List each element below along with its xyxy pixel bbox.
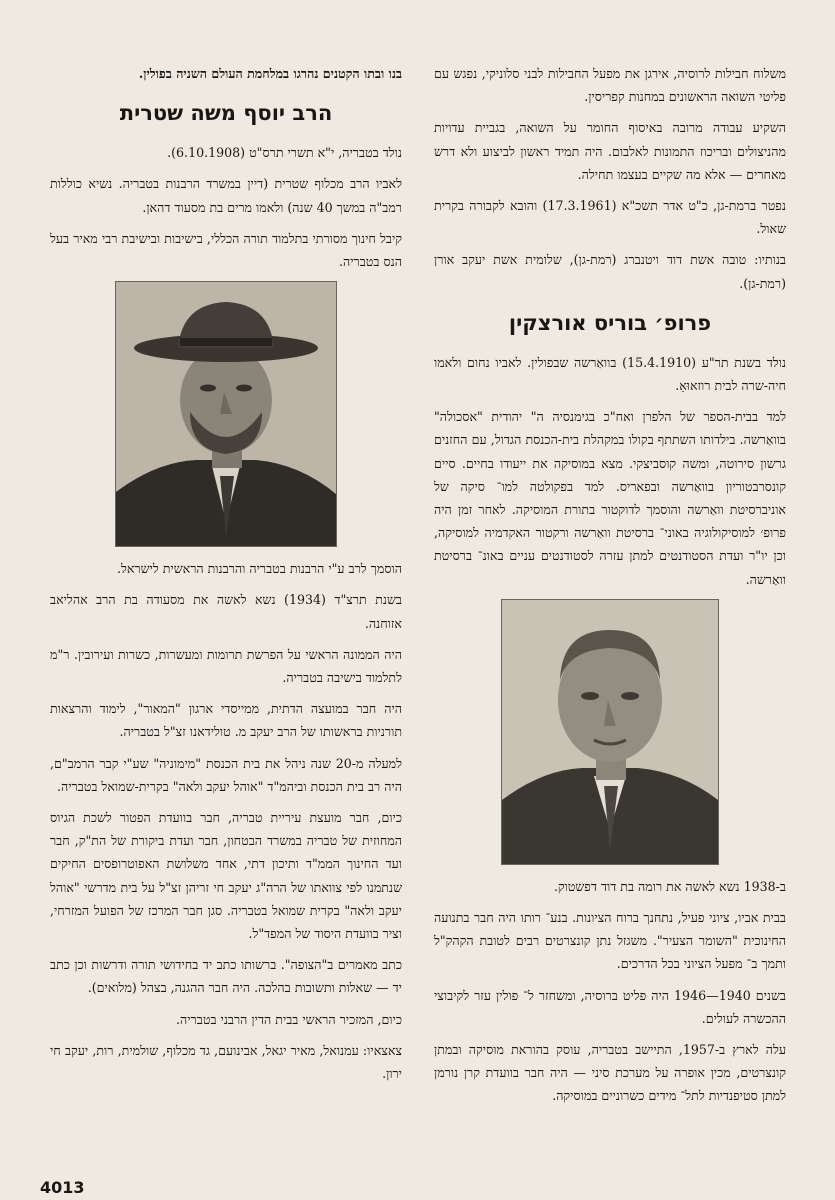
text-paragraph: היה חבר במועצה הדתית, ממייסדי ארגון "המאור", לימוד והרצאות תורניות בראשותו של הרב יעקב מ. טולידאנו זצ"ל בטבריה. (50, 701, 402, 740)
portrait-photo-boris-orzkin (501, 599, 719, 865)
portrait-image (116, 282, 336, 546)
text-paragraph: בנותיו: טובה אשת דוד ויטנברג (רמת-גן), שלומית אשת יעקב אורן (רמת-גן). (434, 252, 786, 291)
portrait-photo-yosef-moshe-shitrit (115, 281, 337, 547)
left-column (50, 62, 402, 1093)
text-paragraph: בבית אביו, ציוני פעיל, נתחנך ברוח הציונות. בנע־ רותו היה חבר בתנועה החינוכית "השומר הצעיר". משגזל נתן קונצרטים רבים לטובת הקהק"ל ותמך ב־ מפעל הציוני בכל הדרכים. (434, 910, 786, 972)
text-paragraph: כיום, חבר מועצת עיריית טבריה, חבר בוועדת הפטור לשכת הגיוס המחוזית של טבריה במשרד הבטחון, חבר ועדת ביקורת של הת"ק, חבר ועד החינוך הממ"ד ותיכון דתי, אחד משלושת האפוטרופסים החיקים שנתמנו לפי צוואתו של הרה"ג יעקב חי זריהן זצ"ל על בית מדרשי "אוהל יעקב ולאה" בקרית שמואל בטבריה. סגן חבר המרכז של הפועל המזרחי, וציר בוועדת היסוד של המפד"ל. (50, 810, 402, 942)
text-paragraph: הוסמך לרב ע"י הרבנות בטבריה והרבנות הראשית לישראל. (116, 561, 402, 577)
text-paragraph: כיום, המזכיר הראשי בבית הדין הרבני בטבריה. (176, 1011, 402, 1027)
text-paragraph: לאביו הרב מכלוף שטרית (דיין במשרד הרבנות בטבריה. נשיא כוללות רמב"ה במשך 40 שנה) ולאמו מרים בת מסעוד דהאן. (50, 176, 402, 215)
text-paragraph: בנו ובתו הקטנים נהרגו במלחמת העולם השניה בפולין. (138, 66, 402, 81)
text-paragraph: למעלה מ-20 שנה ניהל את בית הכנסת "מימוניה" שע"י קבר הרמב"ם, היה רב בית הכנסת וביהמ"ד "אוהל יעקב ולאה" בקרית-שמואל בטבריה. (50, 755, 402, 794)
section-heading-yosef-moshe-shitrit: הרב יוסף משה שטרית (119, 101, 333, 126)
text-paragraph: למד בבית-הספר של הלפרן ואח"כ בגימנסיה ה" יהודית "אסכולה" בוואַרשה. בילדותו השתתף בקולו במקהלת בית-הכנסת הגדול, עם החזנים גרשון סירוטה, ומשה קוסביצקי. מצא במוסיקה את ייעודו בחיים. סיים קונסרבטוריון בוואַרשה ובפאריס. למד בפקולטה למו־ סיקה של אוניברסיטת וואַרשה והוסמך לדוקטור בתורת המוסיקה. לאחר זמן היה פרופ׳ למוסיקולוגיה באוני־ ברסיטת וואַרשה ורקטור האקדמיה למוסיקה, וכן יו"ר ועדת הסטודנטים למתן עזרה לסטודנטים עניים באונ־ ברסיטת וואַרשה. (434, 409, 786, 587)
right-column (434, 62, 786, 1116)
portrait-image (502, 600, 718, 864)
text-paragraph: עלה לארץ ב-1957, התיישב בטבריה, עוסק בהוראת מוסיקה ובמתן קונצרטים, מכין אופרה על מערכת סיני — היה חבר בוועדת קרן נורמן למתן סטיפנדיות לתל־ מידים כשרוניים במוסיקה. (434, 1042, 786, 1104)
text-paragraph: משלוח חבילות לרוסיה, אירגן את מפעל החבילות לבני סלוניקי, נפגש עם פליטי השואה הראשונים במחנות קפריסין. (434, 66, 786, 105)
section-heading-boris-orzkin: פרופ׳ בוריס אורצקין (508, 310, 712, 335)
text-paragraph: ב-1938 נשא לאשה את רומה בת דוד דפשטוק. (553, 878, 786, 894)
text-paragraph: נפטר ברמת-גן, כ"ט אדר תשכ"א (17.3.1961) והובא לקבורה בקרית שאול. (434, 198, 786, 237)
text-paragraph: בשנת תרצ"ד (1934) נשא לאשה את מסעודה בת הרב אהליאב אזוחנה. (50, 592, 402, 631)
text-paragraph: קיבל חינוך מסורתי בתלמוד תורה הכללי, בישיבות ובישיבת רבי מאיר בעל הנס בטבריה. (50, 230, 402, 270)
text-paragraph: היה הממונה הראשי על הפרשת תרומות ומעשרות, כשרות ועירובין. ר"מ לתלמוד בישיבה בטבריה. (50, 646, 402, 686)
text-paragraph: כתב מאמרים ב"הצופה". ברשותו כתב יד בחידושי תורה ודרשות וכן כתב יד — שאלות ותשובות בהלכה. היה חבר ההגנה, בצהל (מלואים). (50, 957, 402, 996)
text-paragraph: בשנים 1940—1946 היה פליט ברוסיה, ומשחזר ל־ פולין עזר לקיבוצי ההכשרה לעולים. (434, 987, 786, 1026)
text-paragraph: השקיע עבודה מרובה באיסוף החומר על השואה, בגביית עדויות מהניצולים ובריכוז התמונות לאלבום. היה תמיד ראשון לביצוע ולא דרש מאחרים — אלא מה שקיים בעצמו תחילה. (434, 120, 786, 182)
text-paragraph: צאצאיו: עמנואל, מאיר יגאל, אבינועם, גד מכלוף, שולמית, רות, יעקב חי ירון. (50, 1042, 402, 1082)
page-number: 4013 (40, 1178, 85, 1197)
text-paragraph: נולד בשנת תר"ע (15.4.1910) בוואַרשה שבפולין. לאביו נחום ולאמו חיה-שרה לבית רוזאוּאַ. (434, 354, 786, 394)
text-paragraph: נולד בטבריה, י"א תשרי תרס"ט (6.10.1908). (167, 145, 402, 161)
